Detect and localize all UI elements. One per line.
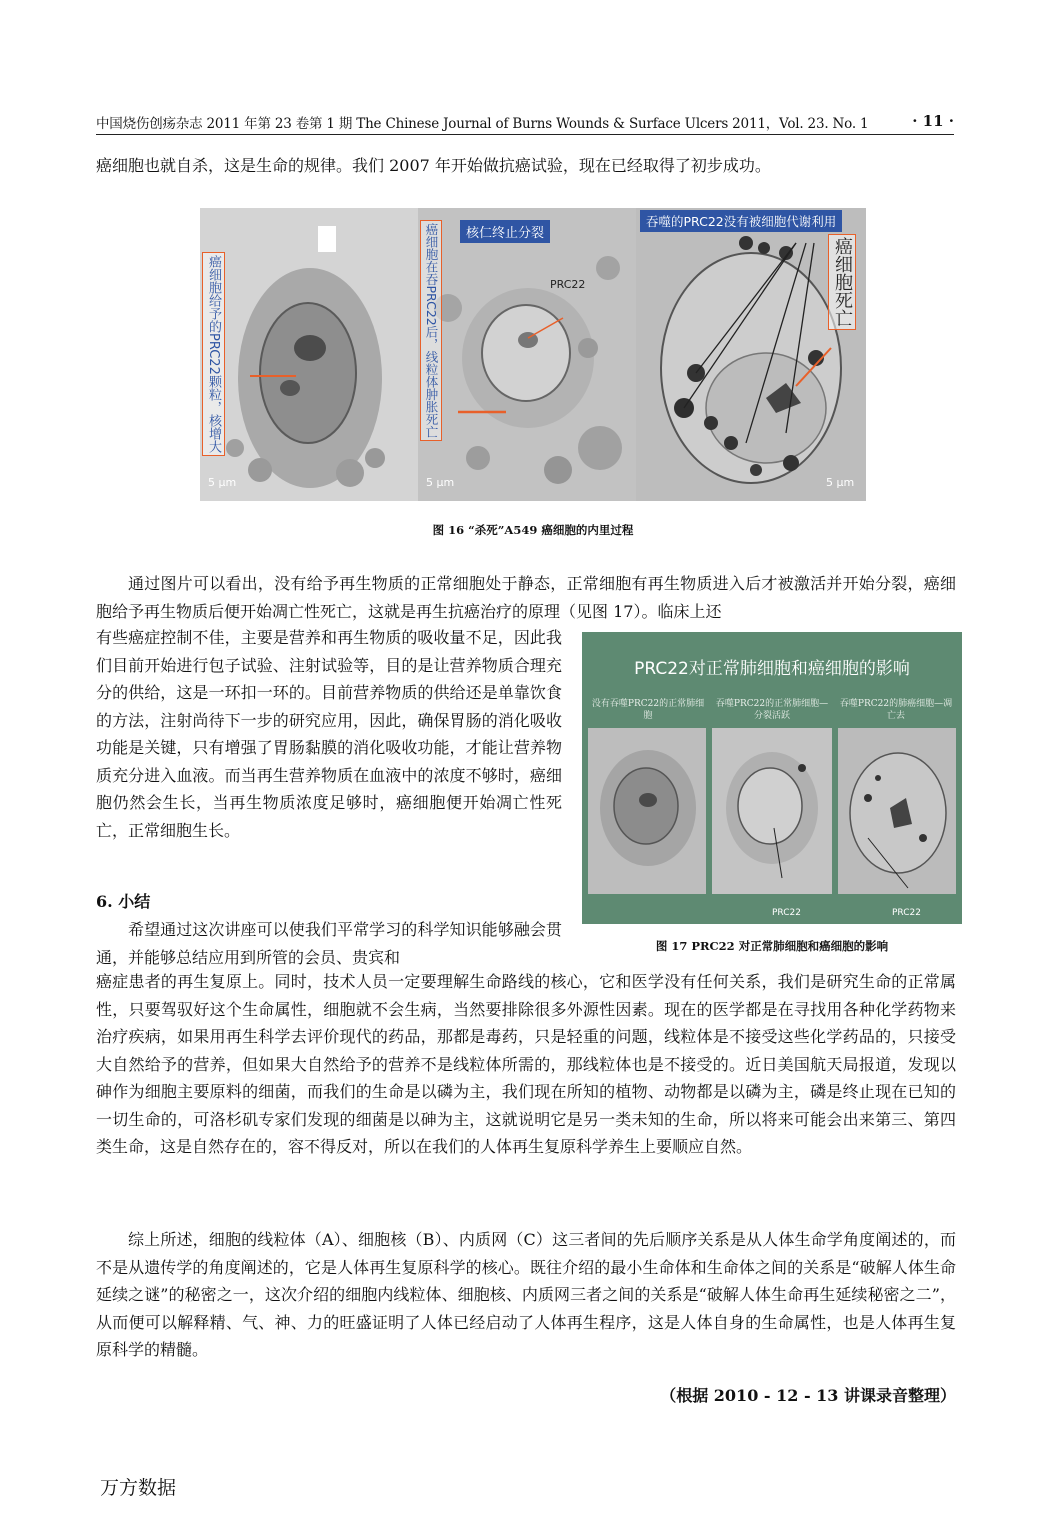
paragraph-1-column: 有些癌症控制不佳，主要是营养和再生物质的吸收量不足，因此我们目前开始进行包子试验、注射试验等，目的是让营养物质合理充分的供给，这是一环扣一环的。目前营养物质的供给还是单靠饮食的方法，注射尚待下一步的研究应用，因此，确保胃肠的消化吸收功能是关键，只有增强了胃肠黏膜的消化吸收功能，才能让营养物质充分进入血液。而当再生营养物质在血液中的浓度不够时，癌细胞仍然会生长，当再生物质浓度足够时，癌细胞便开始凋亡性死亡，正常细胞生长。 (96, 628, 562, 840)
scale-bar-1: 5 μm (208, 476, 237, 489)
attribution: （根据 2010 - 12 - 13 讲课录音整理） (660, 1386, 956, 1405)
panel2-top-label: 核仁终止分裂 (460, 220, 550, 243)
footer-watermark: 万方数据 (100, 1477, 177, 1499)
journal-title: 中国烧伤创疡杂志 2011 年第 23 卷第 1 期 The Chinese Journal of Burns Wounds & Surface Ulcers 2011，Vol. 23. No. 1 (96, 116, 869, 132)
scale-bar-3: 5 μm (826, 476, 855, 489)
figure-16-caption: 图 16 “杀死”A549 癌细胞的内里过程 (432, 523, 634, 537)
section-title: 6. 小结 (96, 892, 151, 911)
figure-17-title: PRC22对正常肺细胞和癌细胞的影响 (634, 659, 910, 679)
paragraph-2-column: 希望通过这次讲座可以使我们平常学习的科学知识能够融会贯通，并能够总结应用到所管的会员、贵宾和 (96, 920, 562, 967)
micrograph-panel-1 (200, 208, 418, 501)
micrograph-panel-2 (418, 208, 636, 501)
figure-17-micrograph-1 (588, 728, 706, 894)
figure-17-col3: 吞噬PRC22的肺癌细胞—凋亡去 (839, 699, 953, 721)
panel3-top-label: 吞噬的PRC22没有被细胞代谢利用 (640, 210, 842, 232)
intro-line: 癌细胞也就自杀，这是生命的规律。我们 2007 年开始做抗癌试验，现在已经取得了初步成功。 (96, 156, 771, 175)
figure-17-col1: 没有吞噬PRC22的正常肺细胞 (591, 699, 705, 721)
page-number: · 11 · (912, 112, 954, 130)
panel2-side-label: 癌细胞在吞PRC22后，线粒体肿胀死亡 (420, 220, 442, 441)
figure-17-col2: 吞噬PRC22的正常肺细胞—分裂活跃 (715, 699, 829, 721)
figure-17-prc-label-b: PRC22 (892, 908, 921, 918)
panel2-prc-label: PRC22 (550, 278, 586, 291)
header-rule (96, 134, 954, 135)
panel3-side-label: 癌细胞死亡 (828, 234, 856, 330)
scale-bar-2: 5 μm (426, 476, 455, 489)
figure-17-micrograph-2 (712, 728, 832, 894)
micrograph-panel-3 (636, 208, 866, 501)
paragraph-1-full: 通过图片可以看出，没有给予再生物质的正常细胞处于静态，正常细胞有再生物质进入后才被激活并开始分裂，癌细胞给予再生物质后便开始凋亡性死亡，这就是再生抗癌治疗的原理（见图 17）。临床上还 (96, 574, 956, 621)
figure-17-caption: 图 17 PRC22 对正常肺细胞和癌细胞的影响 (655, 939, 889, 953)
paragraph-2-full: 癌症患者的再生复原上。同时，技术人员一定要理解生命路线的核心，它和医学没有任何关系，我们是研究生命的正常属性，只要驾驭好这个生命属性，细胞就不会生病，当然要排除很多外源性因素。现在的医学都是在寻找用各种化学药物来治疗疾病，如果用再生科学去评价现代的药品，那都是毒药，只是轻重的问题，线粒体是不接受这些化学药品的，只接受大自然给予的营养，但如果大自然给予的营养不是线粒体所需的，那线粒体也是不接受的。近日美国航天局报道，发现以砷作为细胞主要原料的细菌，而我们的生命是以磷为主，我们现在所知的植物、动物都是以磷为主，磷是终止现在已知的一切生命的，可洛杉矶专家们发现的细菌是以砷为主，这就说明它是另一类未知的生命，所以将来可能会出来第三、第四类生命，这是自然存在的，容不得反对，所以在我们的人体再生复原科学养生上要顺应自然。 (96, 972, 956, 1156)
running-header (96, 112, 954, 134)
figure-17-prc-label-a: PRC22 (772, 908, 801, 918)
figure-17-micrograph-3 (838, 728, 956, 894)
figure-17 (582, 632, 962, 924)
panel1-label: 癌细胞给予的PRC22颗粒，核增大 (202, 252, 225, 456)
figure-16 (200, 208, 866, 501)
paragraph-3: 综上所述，细胞的线粒体（A）、细胞核（B）、内质网（C）这三者间的先后顺序关系是从人体生命学角度阐述的，而不是从遗传学的角度阐述的，它是人体再生复原科学的核心。既往介绍的最小生命体和生命体之间的关系是“破解人体生命延续之谜”的秘密之一，这次介绍的细胞内线粒体、细胞核、内质网三者之间的关系是“破解人体生命再生延续秘密之二”，从而便可以解释精、气、神、力的旺盛证明了人体已经启动了人体再生程序，这是人体自身的生命属性，也是人体再生复原科学的精髓。 (96, 1230, 956, 1359)
